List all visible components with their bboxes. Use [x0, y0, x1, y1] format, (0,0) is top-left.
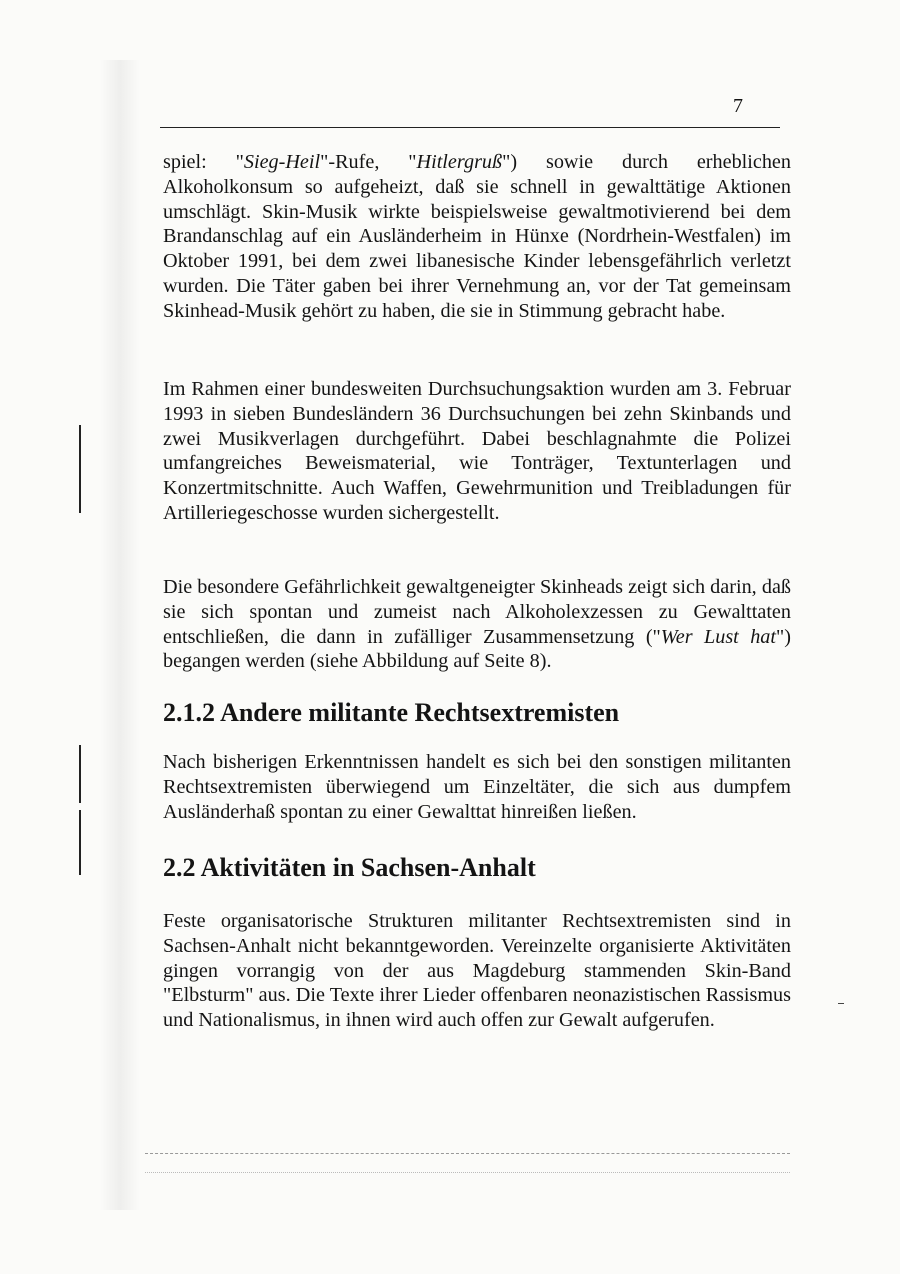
paragraph: [163, 909, 791, 1033]
text-run: Feste organisatorische Strukturen militanter Rechtsextremisten sind in Sachsen-Anhalt nicht bekanntgeworden. Vereinzelte organisierte Aktivitäten gingen vorrangig von der aus Magdeburg stammenden Skin-Band "Elbsturm" aus. Die Texte ihrer Lieder offenbaren neonazistischen Rassismus und Nationalismus, in ihnen wird auch offen zur Gewalt aufgerufen.: [163, 910, 791, 1032]
text-run: ") begangen werden (siehe Abbildung auf Seite 8).: [163, 625, 791, 673]
paragraph: [163, 575, 791, 674]
italic-text: Wer Lust hat: [660, 625, 777, 648]
italic-text: Sieg-Heil: [243, 151, 321, 173]
margin-dash-mark: [838, 1003, 844, 1004]
text-run: Im Rahmen einer bundesweiten Durchsuchungsaktion wurden am 3. Februar 1993 in sieben Bundesländern 36 Durchsuchungen bei zehn Skinbands und zwei Musikverlagen durchgeführt. Dabei beschlagnahmte die Polizei umfangreiches Beweismaterial, wie Tonträger, Textunterlagen und Konzertmitschnitte. Auch Waffen, Gewehrmunition und Treibladungen für Artilleriegeschosse wurden sichergestellt.: [163, 378, 791, 524]
change-bar: [79, 745, 81, 803]
italic-text: Hitlergruß: [416, 151, 503, 173]
change-bar: [79, 425, 81, 513]
text-run: spiel: ": [163, 151, 244, 173]
change-bar: [79, 810, 81, 875]
scan-shadow: [100, 60, 140, 1210]
page-number: 7: [733, 95, 743, 117]
text-run: Nach bisherigen Erkenntnissen handelt es sich bei den sonstigen militanten Rechtsextremisten überwiegend um Einzeltäter, die sich aus dumpfem Ausländerhaß spontan zu einer Gewalttat hinreißen ließen.: [163, 751, 791, 823]
text-run: Die besondere Gefährlichkeit gewaltgeneigter Skinheads zeigt sich darin, daß sie sich spontan und zumeist nach Alkoholexzessen zu Gewalttaten entschließen, die dann in zufälliger Zusammensetzung (": [163, 576, 791, 648]
paragraph: [163, 150, 791, 324]
footer-rule: [145, 1172, 790, 1173]
text-run: ") sowie durch erheblichen Alkoholkonsum so aufgeheizt, daß sie schnell in gewalttätige Aktionen umschlägt. Skin-Musik wirkte beispielsweise gewaltmotivierend bei dem Brandanschlag auf ein Ausländerheim in Hünxe (Nordrhein-Westfalen) im Oktober 1991, bei dem zwei libanesische Kinder lebensgefährlich verletzt wurden. Die Täter gaben bei ihrer Vernehmung an, vor der Tat gemeinsam Skinhead-Musik gehört zu haben, die sie in Stimmung gebracht habe.: [163, 151, 791, 322]
paragraph: [163, 750, 791, 824]
section-heading: 2.1.2 Andere militante Rechtsextremisten: [163, 698, 620, 727]
text-run: "-Rufe, ": [320, 151, 417, 173]
header-rule: [160, 127, 780, 128]
paragraph: [163, 377, 791, 526]
section-heading: 2.2 Aktivitäten in Sachsen-Anhalt: [163, 853, 536, 882]
footer-rule: [145, 1153, 790, 1154]
